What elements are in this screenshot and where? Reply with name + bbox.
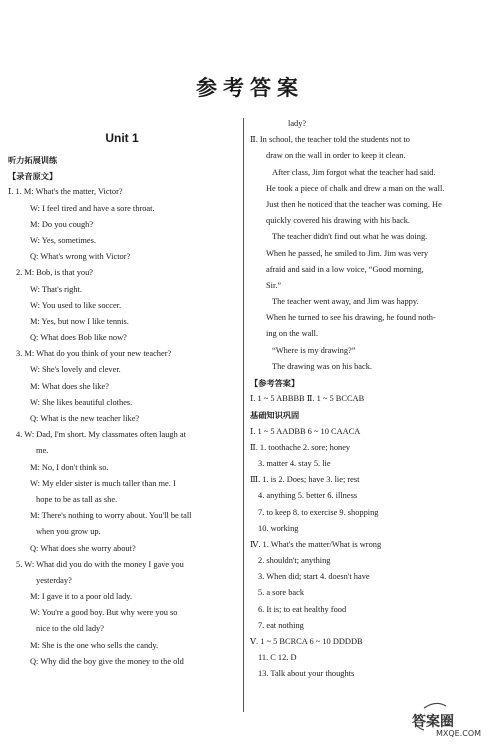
right-text-line: lady? (288, 119, 307, 128)
left-text-line: 5. W: What did you do with the money I gave you (16, 559, 184, 569)
right-text-line: Ⅱ. 1. toothache 2. sore; honey (250, 442, 351, 452)
left-text-line: W: Yes, sometimes. (30, 235, 96, 245)
left-text-line: Q: What's wrong with Victor? (30, 252, 131, 262)
left-text-line: Q: What does Bob like now? (30, 333, 127, 343)
right-text-line: afraid and said in a low voice, “Good morning, (266, 264, 424, 274)
right-text-line: Ⅳ. 1. What's the matter/What is wrong (250, 539, 382, 549)
right-lines (250, 116, 472, 683)
right-text-line: 2. shouldn't; anything (258, 556, 331, 566)
left-text-line: 3. M: What do you think of your new teacher? (16, 349, 172, 359)
right-text-line: draw on the wall in order to keep it clean. (266, 151, 406, 161)
right-text-line: 【参考答案】 (250, 378, 300, 388)
left-text-line: M: What does she like? (30, 381, 109, 391)
left-text-line: W: You used to like soccer. (30, 300, 122, 310)
svg-text:MXQE.COM: MXQE.COM (436, 729, 482, 738)
right-column (250, 116, 472, 683)
left-text-line: W: I feel tired and have a sore throat. (30, 203, 155, 213)
left-text-line: 2. M: Bob, is that you? (16, 268, 94, 278)
left-text-line: W: She's lovely and clever. (30, 365, 121, 375)
right-text-line: Ⅴ. 1 ~ 5 BCRCA 6 ~ 10 DDDDB (250, 637, 363, 646)
left-text-line: W: You're a good boy. But why were you so (30, 608, 178, 618)
right-text-line: When he turned to see his drawing, he found noth- (266, 313, 436, 323)
right-text-line: The drawing was on his back. (272, 361, 373, 371)
right-text-line: 7. to keep 8. to exercise 9. shopping (258, 507, 379, 517)
right-text-line: Ⅲ. 1. is 2. Does; have 3. lie; rest (250, 475, 360, 485)
left-text-line: M: She is the one who sells the candy. (30, 640, 159, 650)
page-title: 参考答案 (196, 76, 304, 100)
right-text-line: 6. It is; to eat healthy food (258, 604, 347, 614)
left-text-line: Q: Why did the boy give the money to the old (30, 656, 184, 666)
watermark-logo (402, 698, 482, 738)
left-text-line: yesterday? (36, 575, 72, 585)
left-column (8, 128, 236, 670)
left-text-line: M: I gave it to a poor old lady. (30, 592, 133, 602)
left-text-line: Q: What is the new teacher like? (30, 414, 140, 423)
right-text-line: Just then he noticed that the teacher was coming. He (266, 199, 442, 209)
right-text-line: When he passed, he smiled to Jim. Jim was very (266, 248, 429, 258)
right-text-line: Ⅰ. 1 ~ 5 AADBB 6 ~ 10 CAACA (250, 426, 361, 436)
unit-heading: Unit 1 (105, 131, 139, 145)
column-divider (243, 118, 244, 712)
left-text-line: 听力拓展训练 (8, 155, 58, 165)
right-text-line: 11. C 12. D (258, 653, 297, 663)
right-text-line: Sir.” (266, 280, 282, 290)
right-text-line: 3. When did; start 4. doesn't have (258, 572, 370, 582)
left-text-line: when you grow up. (36, 527, 101, 537)
left-text-line: M: Do you cough? (30, 219, 94, 229)
left-text-line: Ⅰ. 1. M: What's the matter, Victor? (8, 187, 123, 197)
left-text-line: hope to be as tall as she. (36, 494, 118, 504)
left-text-line: M: There's nothing to worry about. You'll be tall (30, 511, 192, 521)
right-text-line: The teacher went away, and Jim was happy. (272, 297, 419, 307)
svg-text:答案圈: 答案圈 (412, 714, 454, 730)
left-text-line: M: Yes, but now I like tennis. (30, 316, 129, 326)
right-text-line: He took a piece of chalk and drew a man on the wall. (266, 183, 445, 193)
left-text-line: 4. W: Dad, I'm short. My classmates often laugh at (16, 430, 186, 440)
right-text-line: 7. eat nothing (258, 620, 304, 630)
right-text-line: The teacher didn't find out what he was doing. (272, 232, 428, 242)
right-text-line: Ⅰ. 1 ~ 5 ABBBB Ⅱ. 1 ~ 5 BCCAB (250, 394, 365, 404)
right-text-line: 4. anything 5. better 6. illness (258, 491, 358, 501)
left-text-line: W: She likes beautiful clothes. (30, 397, 133, 407)
right-text-line: “Where is my drawing?” (272, 345, 356, 355)
left-text-line: nice to the old lady? (36, 624, 104, 634)
left-lines (8, 152, 236, 670)
left-text-line: me. (36, 446, 49, 456)
left-text-line: Q: What does she worry about? (30, 543, 136, 553)
right-text-line: quickly covered his drawing with his back. (266, 216, 410, 226)
right-text-line: 3. matter 4. stay 5. lie (258, 458, 331, 468)
left-text-line: M: No, I don't think so. (30, 462, 109, 472)
right-text-line: 基础知识巩固 (250, 410, 300, 421)
left-text-line: W: That's right. (30, 284, 82, 294)
right-text-line: 13. Talk about your thoughts (258, 669, 355, 679)
right-text-line: Ⅱ. In school, the teacher told the students not to (250, 135, 410, 145)
right-text-line: 10. working (258, 523, 299, 533)
left-text-line: 【录音原文】 (8, 171, 58, 182)
right-text-line: ing on the wall. (266, 329, 319, 339)
left-text-line: W: My elder sister is much taller than me. I (30, 478, 176, 488)
right-text-line: 5. a sore back (258, 588, 305, 598)
right-text-line: After class, Jim forgot what the teacher had said. (272, 167, 436, 177)
